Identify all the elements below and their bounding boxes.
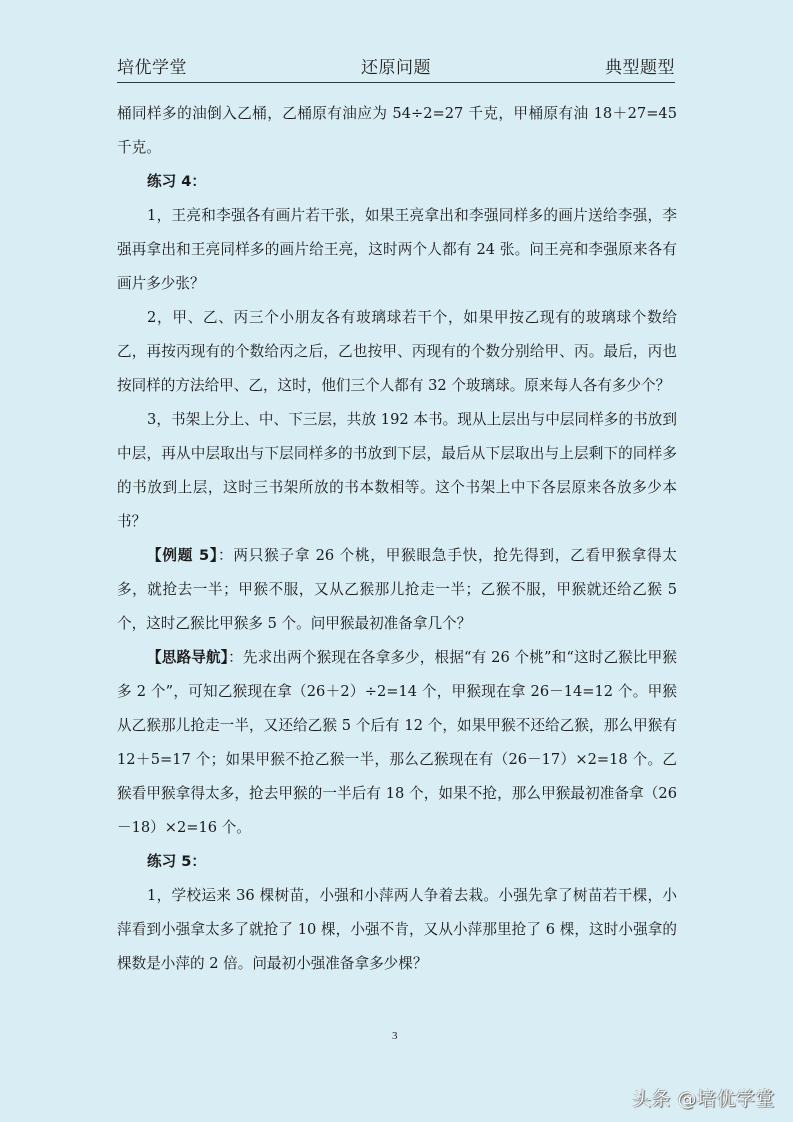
practice-4-item-2: 2，甲、乙、丙三个小朋友各有玻璃球若干个，如果甲按乙现有的玻璃球个数给乙，再按丙现有的个数给丙之后，乙也按甲、丙现有的个数分别给甲、丙。最后，丙也按同样的方法给甲、乙，这时，他们三个人都有 32 个玻璃球。原来每人各有多少个？	[117, 309, 677, 394]
example-5-paragraph	[117, 539, 677, 641]
example-5-label: 【例题 5】	[147, 547, 218, 564]
example-5-text: ：两只猴子拿 26 个桃，甲猴眼急手快，抢先得到，乙看甲猴拿得太多，就抢去一半；甲猴不服，又从乙猴那儿抢走一半；乙猴不服，甲猴就还给乙猴 5 个，这时乙猴比甲猴多 5 个。问甲猴最初准备拿几个？	[117, 547, 677, 632]
intro-continuation-paragraph: 桶同样多的油倒入乙桶，乙桶原有油应为 54÷2=27 千克，甲桶原有油 18＋27=45 千克。	[117, 105, 677, 156]
header-center-title: 还原问题	[361, 58, 431, 78]
guide-5-text: ：先求出两个猴现在各拿多少，根据“有 26 个桃”和“这时乙猴比甲猴多 2 个”，可知乙猴现在拿（26＋2）÷2=14 个，甲猴现在拿 26－14=12 个。甲猴从乙猴那儿抢走一半，又还给乙猴 5 个后有 12 个，如果甲猴不还给乙猴，那么甲猴有 12＋5=17 个；如果甲猴不抢乙猴一半，那么乙猴现在有（26－17）×2=18 个。乙猴看甲猴拿得太多，抢去甲猴的一半后有 18 个，如果不抢，那么甲猴最初准备拿（26－18）×2=16 个。	[117, 649, 678, 836]
document-body	[117, 97, 677, 981]
practice-4-item-3: 3，书架上分上、中、下三层，共放 192 本书。现从上层出与中层同样多的书放到中层，再从中层取出与下层同样多的书放到下层，最后从下层取出与上层剩下的同样多的书放到上层，这时三书架所放的书本数相等。这个书架上中下各层原来各放多少本书？	[117, 411, 677, 530]
practice-5-heading: 练习 5：	[147, 853, 207, 870]
guide-5-paragraph	[117, 641, 677, 845]
header-right-title: 典型题型	[605, 58, 675, 78]
practice-4-item-1: 1，王亮和李强各有画片若干张，如果王亮拿出和李强同样多的画片送给李强，李强再拿出和王亮同样多的画片给王亮，这时两个人都有 24 张。问王亮和李强原来各有画片多少张？	[117, 207, 677, 292]
practice-4-heading: 练习 4：	[147, 173, 207, 190]
watermark-text: 头条 @培优学堂	[631, 1088, 775, 1110]
header-left-title: 培优学堂	[117, 58, 187, 78]
practice-5-item-1: 1，学校运来 36 棵树苗，小强和小萍两人争着去栽。小强先拿了树苗若干棵，小萍看到小强拿太多了就抢了 10 棵，小强不肯，又从小萍那里抢了 6 棵，这时小强拿的棵数是小萍的 2 倍。问最初小强准备拿多少棵？	[117, 887, 677, 972]
guide-5-label: 【思路导航】	[147, 649, 229, 666]
page-header	[117, 54, 675, 83]
page-number: 3	[392, 1030, 398, 1042]
